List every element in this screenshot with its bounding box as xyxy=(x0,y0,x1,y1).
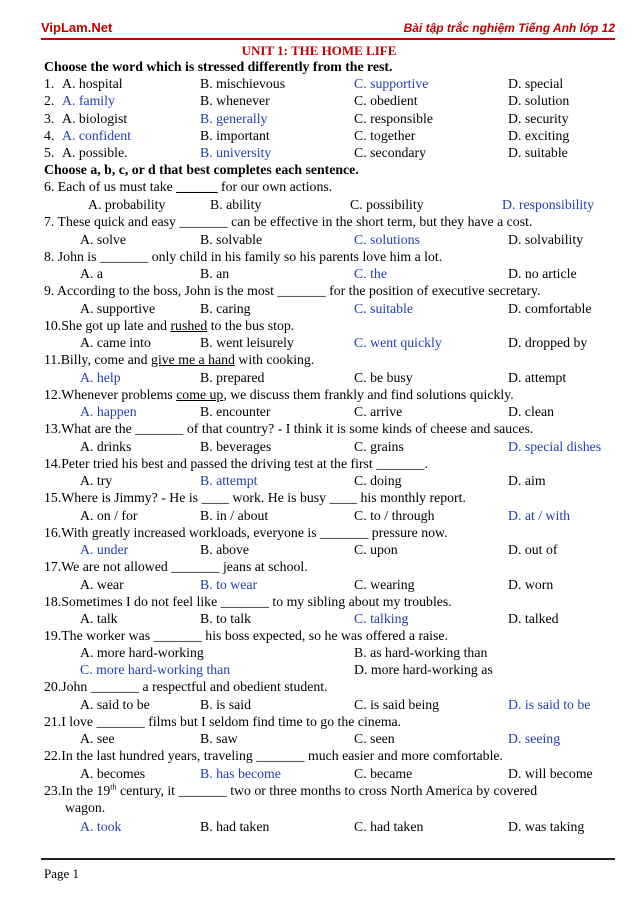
q23-option-d: D. was taking xyxy=(508,819,585,834)
q22-option-a: A. becomes xyxy=(80,765,146,781)
page-header xyxy=(41,20,615,40)
q13-option-a: A. drinks xyxy=(80,438,132,454)
q12-option-a: A. happen xyxy=(80,404,137,419)
stress-q5-option-d: D. suitable xyxy=(508,145,568,161)
q18-option-d: D. talked xyxy=(508,611,559,626)
q12-option-c: C. arrive xyxy=(354,404,403,419)
question-15: 15.Where is Jimmy? - He is ____ work. He is busy ____ his monthly report. xyxy=(44,490,466,505)
section-heading-complete: Choose a, b, c, or d that best completes each sentence. xyxy=(44,162,359,177)
q20-option-b: B. is said xyxy=(200,696,251,712)
q7-option-c: C. solutions xyxy=(354,231,420,247)
q22-option-b: B. has become xyxy=(200,765,281,781)
q23-option-a: A. took xyxy=(80,819,122,834)
question-9: 9. According to the boss, John is the most _______ for the position of executive secretary. xyxy=(44,283,541,298)
q16-option-a: A. under xyxy=(80,542,129,557)
question-17: 17.We are not allowed _______ jeans at school. xyxy=(44,559,308,574)
q19-option-a: A. more hard-working xyxy=(80,645,204,660)
page-footer-rule xyxy=(41,858,615,860)
stress-q4-option-a: A. confident xyxy=(62,127,131,143)
stress-q4-option-b: B. important xyxy=(200,127,270,143)
q23-option-b: B. had taken xyxy=(200,819,270,834)
document-subtitle: Bài tập trắc nghiệm Tiếng Anh lớp 12 xyxy=(403,21,615,35)
question-23-continued: wagon. xyxy=(65,800,106,815)
stress-q3-option-b: B. generally xyxy=(200,110,268,126)
q18-option-c: C. talking xyxy=(354,611,409,626)
question-8: 8. John is _______ only child in his family so his parents love him a lot. xyxy=(44,248,443,264)
question-21: 21.I love _______ films but I seldom find time to go the cinema. xyxy=(44,713,402,729)
stress-question-number: 2. xyxy=(44,93,55,109)
q18-option-b: B. to talk xyxy=(200,611,251,626)
stress-q5-option-c: C. secondary xyxy=(354,145,427,161)
stress-q2-option-c: C. obedient xyxy=(354,93,418,109)
q10-option-d: D. dropped by xyxy=(508,335,588,350)
stress-q3-option-a: A. biologist xyxy=(62,110,128,126)
stress-q3-option-d: D. security xyxy=(508,110,569,126)
section-heading-stress: Choose the word which is stressed differently from the rest. xyxy=(44,59,393,74)
question-14: 14.Peter tried his best and passed the driving test at the first _______. xyxy=(44,455,428,471)
q12-option-d: D. clean xyxy=(508,404,554,419)
q21-option-b: B. saw xyxy=(200,731,238,746)
stress-question-number: 1. xyxy=(44,76,55,91)
stress-q4-option-d: D. exciting xyxy=(508,127,570,143)
q7-option-d: D. solvability xyxy=(508,231,584,247)
page-title: UNIT 1: THE HOME LIFE xyxy=(241,43,397,58)
page-number: Page 1 xyxy=(44,866,80,881)
q8-option-c: C. the xyxy=(354,266,387,281)
question-6: 6. Each of us must take ______ for our own actions. xyxy=(44,179,333,194)
q16-option-d: D. out of xyxy=(508,542,558,557)
q11-option-d: D. attempt xyxy=(508,369,567,385)
stress-q5-option-b: B. university xyxy=(200,145,272,161)
question-20: 20.John _______ a respectful and obedient student. xyxy=(44,679,328,694)
q13-option-b: B. beverages xyxy=(200,438,272,454)
q13-option-c: C. grains xyxy=(354,438,404,454)
q19-option-d: D. more hard-working as xyxy=(354,662,493,677)
q15-option-a: A. on / for xyxy=(80,507,138,523)
stress-q2-option-a: A. family xyxy=(62,93,115,109)
q17-option-b: B. to wear xyxy=(200,576,258,592)
q22-option-c: C. became xyxy=(354,765,413,781)
q6-option-c: C. possibility xyxy=(350,197,424,212)
q6-option-d: D. responsibility xyxy=(502,197,594,212)
q17-option-d: D. worn xyxy=(508,576,554,592)
q17-option-c: C. wearing xyxy=(354,576,415,592)
q14-option-c: C. doing xyxy=(354,473,402,488)
question-22: 22.In the last hundred years, traveling _______ much easier and more comfortable. xyxy=(44,748,503,763)
question-18: 18.Sometimes I do not feel like _______ to my sibling about my troubles. xyxy=(44,593,452,609)
question-23: 23.In the 19th century, it _______ two or three months to cross North America by covered xyxy=(44,782,538,798)
q23-option-c: C. had taken xyxy=(354,819,424,834)
q8-option-a: A. a xyxy=(80,266,103,281)
q11-option-c: C. be busy xyxy=(354,369,413,385)
stress-q4-option-c: C. together xyxy=(354,127,416,143)
question-7: 7. These quick and easy _______ can be effective in the short term, but they have a cost. xyxy=(44,214,533,229)
q14-option-a: A. try xyxy=(80,473,113,488)
stress-q2-option-b: B. whenever xyxy=(200,93,270,109)
stress-q1-option-d: D. special xyxy=(508,76,564,91)
q7-option-b: B. solvable xyxy=(200,231,263,247)
q20-option-d: D. is said to be xyxy=(508,696,591,712)
q10-option-a: A. came into xyxy=(80,335,151,350)
question-16: 16.With greatly increased workloads, everyone is _______ pressure now. xyxy=(44,524,448,540)
q6-option-b: B. ability xyxy=(210,197,262,212)
stress-q1-option-a: A. hospital xyxy=(62,76,123,91)
q15-option-d: D. at / with xyxy=(508,507,571,523)
question-12: 12.Whenever problems come up, we discuss them frankly and find solutions quickly. xyxy=(44,386,514,402)
q21-option-c: C. seen xyxy=(354,731,395,746)
q8-option-b: B. an xyxy=(200,266,230,281)
q20-option-a: A. said to be xyxy=(80,696,150,712)
q11-option-a: A. help xyxy=(80,369,121,385)
q10-option-c: C. went quickly xyxy=(354,335,442,350)
stress-q3-option-c: C. responsible xyxy=(354,110,433,126)
q14-option-b: B. attempt xyxy=(200,473,258,488)
q16-option-c: C. upon xyxy=(354,542,398,557)
q14-option-d: D. aim xyxy=(508,473,546,488)
q17-option-a: A. wear xyxy=(80,576,124,592)
q8-option-d: D. no article xyxy=(508,266,577,281)
q12-option-b: B. encounter xyxy=(200,404,271,419)
q6-option-a: A. probability xyxy=(88,197,166,212)
q21-option-a: A. see xyxy=(80,731,115,746)
q13-option-d: D. special dishes xyxy=(508,438,602,454)
q9-option-a: A. supportive xyxy=(80,300,156,316)
q21-option-d: D. seeing xyxy=(508,731,561,746)
site-name: VipLam.Net xyxy=(41,20,113,35)
q15-option-c: C. to / through xyxy=(354,507,435,523)
stress-q1-option-b: B. mischievous xyxy=(200,76,286,91)
question-13: 13.What are the _______ of that country? - I think it is some kinds of cheese and sauces. xyxy=(44,421,534,436)
q9-option-d: D. comfortable xyxy=(508,300,592,316)
stress-q5-option-a: A. possible. xyxy=(62,145,128,161)
q9-option-b: B. caring xyxy=(200,300,251,316)
q18-option-a: A. talk xyxy=(80,611,118,626)
q19-option-c: C. more hard-working than xyxy=(80,662,231,677)
q7-option-a: A. solve xyxy=(80,231,126,247)
q9-option-c: C. suitable xyxy=(354,300,414,316)
stress-question-number: 4. xyxy=(44,127,55,143)
stress-q1-option-c: C. supportive xyxy=(354,76,429,91)
question-19: 19.The worker was _______ his boss expected, so he was offered a raise. xyxy=(44,628,448,643)
question-10: 10.She got up late and rushed to the bus stop. xyxy=(44,317,295,333)
q10-option-b: B. went leisurely xyxy=(200,335,294,350)
q19-option-b: B. as hard-working than xyxy=(354,645,488,660)
q11-option-b: B. prepared xyxy=(200,369,265,385)
q16-option-b: B. above xyxy=(200,542,250,557)
q22-option-d: D. will become xyxy=(508,765,593,781)
stress-question-number: 3. xyxy=(44,110,55,126)
stress-q2-option-d: D. solution xyxy=(508,93,570,109)
stress-question-number: 5. xyxy=(44,145,55,161)
q20-option-c: C. is said being xyxy=(354,696,440,712)
question-11: 11.Billy, come and give me a hand with cooking. xyxy=(44,352,315,367)
q15-option-b: B. in / about xyxy=(200,507,269,523)
